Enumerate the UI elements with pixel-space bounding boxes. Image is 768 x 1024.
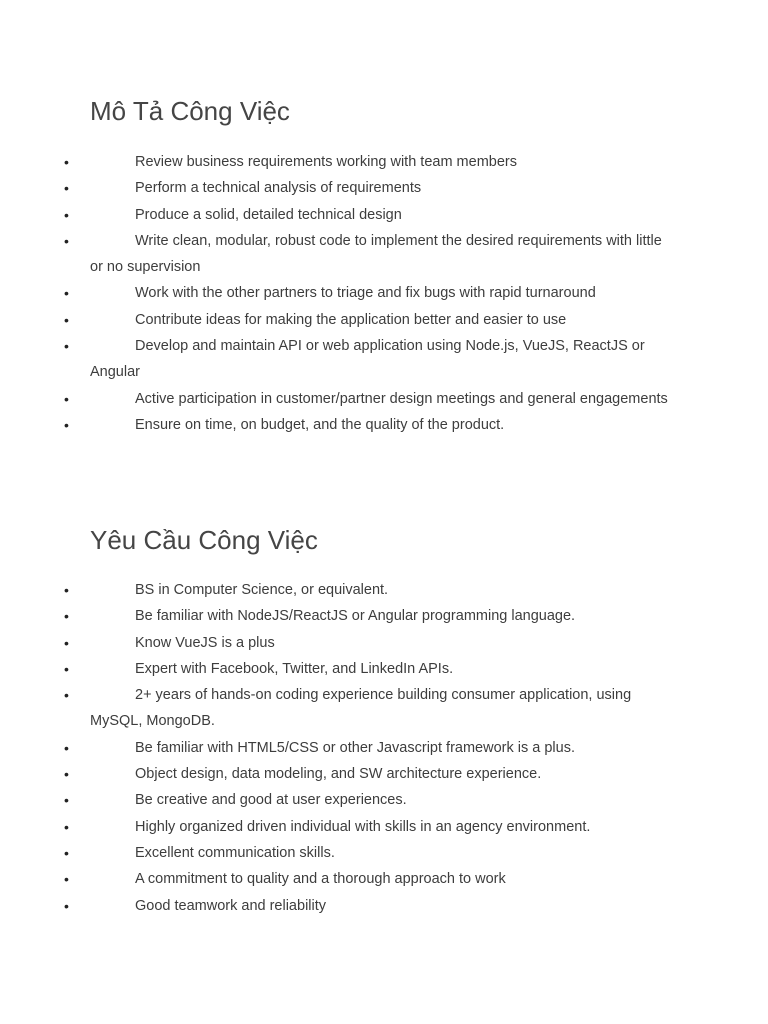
list-item-text: Good teamwork and reliability	[135, 897, 327, 914]
list-item	[0, 893, 768, 919]
bullet-icon: •	[64, 818, 69, 835]
list-item	[0, 787, 768, 813]
list-item-text: Develop and maintain API or web application using Node.js, VueJS, ReactJS or Angular	[90, 338, 645, 381]
bullet-icon: •	[64, 390, 69, 407]
bullet-icon: •	[64, 897, 69, 914]
list-item-text: Know VueJS is a plus	[135, 634, 275, 651]
list-item	[0, 280, 768, 306]
list-item-text: Perform a technical analysis of requirements	[135, 180, 422, 197]
list-item	[0, 307, 768, 333]
bullet-icon: •	[64, 311, 69, 328]
job-description-section	[0, 94, 768, 438]
list-item-text: Ensure on time, on budget, and the quality of the product.	[135, 416, 505, 433]
job-requirements-heading: Yêu Cầu Công Việc	[90, 525, 318, 555]
bullet-icon: •	[64, 844, 69, 861]
bullet-icon: •	[64, 180, 69, 197]
list-item-text: Active participation in customer/partner design meetings and general engagements	[135, 390, 668, 407]
list-item	[0, 577, 768, 603]
list-item-text: Excellent communication skills.	[135, 844, 335, 861]
list-item-text: 2+ years of hands-on coding experience building consumer application, using MySQL, MongoDB.	[90, 687, 632, 730]
list-item	[0, 735, 768, 761]
bullet-icon: •	[64, 660, 69, 677]
list-item-text: Be familiar with HTML5/CSS or other Javascript framework is a plus.	[135, 739, 575, 756]
bullet-icon: •	[64, 634, 69, 651]
list-item	[0, 333, 768, 386]
list-item	[0, 761, 768, 787]
bullet-icon: •	[64, 582, 69, 598]
list-item	[0, 149, 768, 175]
bullet-icon: •	[64, 416, 69, 433]
bullet-icon: •	[64, 338, 69, 355]
bullet-icon: •	[64, 792, 69, 809]
bullet-icon: •	[64, 608, 69, 625]
list-item-text: Expert with Facebook, Twitter, and LinkedIn APIs.	[135, 660, 454, 677]
job-requirements-section	[0, 523, 768, 919]
list-item-text: BS in Computer Science, or equivalent.	[135, 582, 389, 598]
list-item	[0, 656, 768, 682]
job-description-list	[0, 149, 768, 438]
list-item	[0, 682, 768, 735]
job-requirements-list	[0, 577, 768, 919]
bullet-icon: •	[64, 739, 69, 756]
bullet-icon: •	[64, 687, 69, 704]
list-item-text: Produce a solid, detailed technical design	[135, 206, 402, 223]
bullet-icon: •	[64, 766, 69, 783]
bullet-icon: •	[64, 206, 69, 223]
list-item	[0, 412, 768, 438]
bullet-icon: •	[64, 232, 69, 249]
list-item	[0, 202, 768, 228]
bullet-icon: •	[64, 871, 69, 888]
list-item	[0, 866, 768, 892]
list-item-text: Highly organized driven individual with skills in an agency environment.	[135, 818, 591, 835]
list-item	[0, 840, 768, 866]
list-item	[0, 386, 768, 412]
bullet-icon: •	[64, 285, 69, 302]
list-item-text: A commitment to quality and a thorough approach to work	[135, 871, 506, 888]
list-item-text: Review business requirements working with team members	[135, 154, 517, 170]
list-item	[0, 228, 768, 281]
list-item-text: Object design, data modeling, and SW architecture experience.	[135, 766, 542, 783]
list-item	[0, 630, 768, 656]
job-description-heading: Mô Tả Công Việc	[90, 96, 290, 126]
list-item	[0, 814, 768, 840]
list-item-text: Work with the other partners to triage and fix bugs with rapid turnaround	[135, 285, 596, 302]
bullet-icon: •	[64, 154, 69, 170]
list-item-text: Contribute ideas for making the application better and easier to use	[135, 311, 567, 328]
list-item-text: Be creative and good at user experiences.	[135, 792, 407, 809]
list-item	[0, 603, 768, 629]
list-item-text: Write clean, modular, robust code to implement the desired requirements with little or no supervision	[90, 232, 662, 276]
list-item-text: Be familiar with NodeJS/ReactJS or Angular programming language.	[135, 608, 576, 625]
list-item	[0, 175, 768, 201]
